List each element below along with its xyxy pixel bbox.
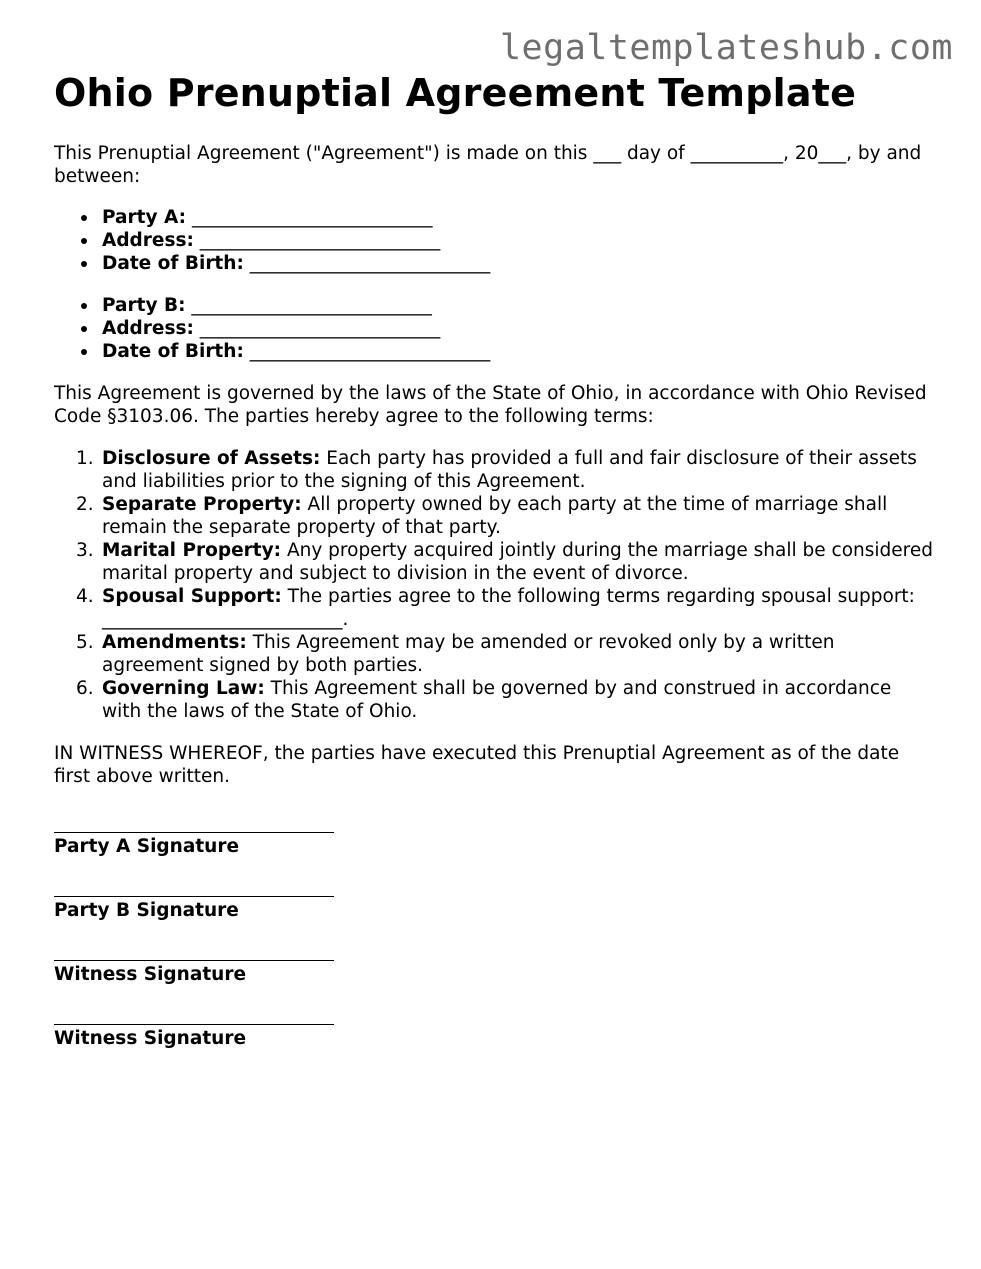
field-label: Address: [102,230,194,251]
field-label: Date of Birth: [102,253,244,274]
term-text: The parties agree to the following terms regarding spousal support: __________________________. [102,586,915,630]
intro-paragraph: This Prenuptial Agreement ("Agreement") is made on this ___ day of __________, 20___, by and between: [54,143,922,187]
party-a-details [54,206,934,275]
list-item [102,294,934,317]
term-text: Any property acquired jointly during the marriage shall be considered marital property and subject to division in the event of divorce. [102,540,933,584]
signature-label: Witness Signature [54,964,247,985]
signature-block-witness-1 [54,944,934,986]
field-label: Address: [102,318,194,339]
term-text: This Agreement may be amended or revoked only by a written agreement signed by both parties. [102,632,835,676]
term-item [76,631,934,677]
field-label: Party B: [102,295,186,316]
term-number: 2. [76,494,94,515]
list-item [102,317,934,340]
blank-field: __________________________ [249,341,491,362]
term-number: 3. [76,540,94,561]
term-heading: Amendments: [102,632,247,653]
term-heading: Governing Law: [102,678,265,699]
blank-field: __________________________ [199,318,441,339]
signature-block-party-b [54,880,934,922]
blank-field: __________________________ [199,230,441,251]
blank-field: __________________________ [249,253,491,274]
blank-field: __________________________ [191,207,433,228]
term-item [76,677,934,723]
signature-block-party-a [54,816,934,858]
signature-line [54,816,334,833]
term-item [76,585,934,631]
signature-label: Party A Signature [54,836,240,857]
witness-paragraph: IN WITNESS WHEREOF, the parties have executed this Prenuptial Agreement as of the date first above written. [54,743,900,787]
term-number: 4. [76,586,94,607]
terms-list [54,447,934,723]
term-text: This Agreement shall be governed by and construed in accordance with the laws of the State of Ohio. [102,678,892,722]
signature-line [54,1008,334,1025]
list-item [102,340,934,363]
list-item [102,206,934,229]
term-item [76,539,934,585]
term-heading: Separate Property: [102,494,302,515]
field-label: Date of Birth: [102,341,244,362]
term-number: 5. [76,632,94,653]
document-title: Ohio Prenuptial Agreement Template [54,71,857,115]
governing-paragraph: This Agreement is governed by the laws of the State of Ohio, in accordance with Ohio Revised Code §3103.06. The parties hereby agree to the following terms: [54,383,927,427]
watermark: legaltemplateshub.com [499,28,953,68]
term-item [76,493,934,539]
term-heading: Spousal Support: [102,586,282,607]
term-text: All property owned by each party at the time of marriage shall remain the separate property of that party. [102,494,888,538]
document-page [54,70,934,1072]
term-heading: Disclosure of Assets: [102,448,321,469]
term-number: 1. [76,448,94,469]
signature-block-witness-2 [54,1008,934,1050]
blank-field: __________________________ [191,295,432,316]
field-label: Party A: [102,207,187,228]
signature-line [54,944,334,961]
signature-label: Party B Signature [54,900,239,921]
term-heading: Marital Property: [102,540,282,561]
term-number: 6. [76,678,94,699]
signature-label: Witness Signature [54,1028,247,1049]
list-item [102,252,934,275]
signature-line [54,880,334,897]
term-item [76,447,934,493]
list-item [102,229,934,252]
party-b-details [54,294,934,363]
term-text: Each party has provided a full and fair disclosure of their assets and liabilities prior to the signing of this Agreement. [102,448,917,492]
